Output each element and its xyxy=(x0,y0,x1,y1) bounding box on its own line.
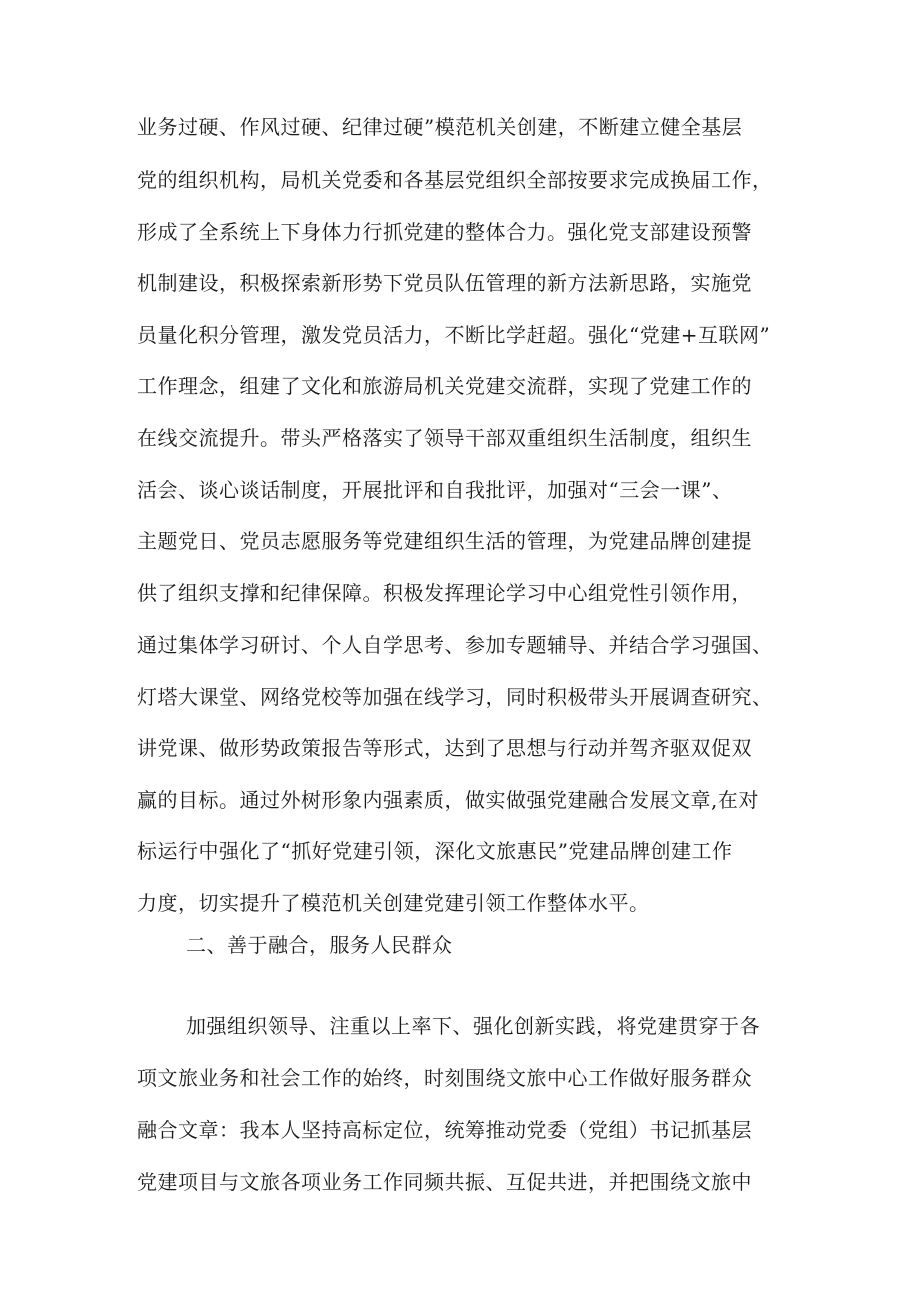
section-heading: 二、善于融合，服务人民群众 xyxy=(186,933,453,957)
paragraph-line: 主题党日、党员志愿服务等党建组织生活的管理，为党建品牌创建提 xyxy=(137,529,752,553)
paragraph-line: 供了组织支撑和纪律保障。积极发挥理论学习中心组党性引领作用， xyxy=(137,581,752,605)
paragraph-line: 党的组织机构，局机关党委和各基层党组织全部按要求完成换届工作， xyxy=(137,168,773,192)
paragraph-line: 通过集体学习研讨、个人自学思考、参加专题辅导、并结合学习强国、 xyxy=(137,633,773,657)
paragraph-line: 机制建设，积极探索新形势下党员队伍管理的新方法新思路，实施党 xyxy=(137,271,752,295)
paragraph-line: 力度，切实提升了模范机关创建党建引领工作整体水平。 xyxy=(137,891,650,915)
paragraph-line: 工作理念，组建了文化和旅游局机关党建交流群，实现了党建工作的 xyxy=(137,374,752,398)
paragraph-line: 党建项目与文旅各项业务工作同频共振、互促共进，并把围绕文旅中 xyxy=(137,1170,752,1194)
paragraph-line: 活会、谈心谈话制度，开展批评和自我批评，加强对“三会一课”、 xyxy=(137,478,733,502)
paragraph-line: 员量化积分管理，激发党员活力，不断比学赶超。强化“党建+互联网” xyxy=(137,323,771,347)
paragraph-line: 在线交流提升。带头严格落实了领导干部双重组织生活制度，组织生 xyxy=(137,426,752,450)
paragraph-line: 融合文章：我本人坚持高标定位，统筹推动党委（党组）书记抓基层 xyxy=(137,1118,752,1142)
paragraph-line: 讲党课、做形势政策报告等形式，达到了思想与行动并驾齐驱双促双 xyxy=(137,736,752,760)
paragraph-line: 项文旅业务和社会工作的始终，时刻围绕文旅中心工作做好服务群众 xyxy=(137,1066,752,1090)
paragraph-line: 业务过硬、作风过硬、纪律过硬”模范机关创建，不断建立健全基层 xyxy=(137,115,743,139)
paragraph-line: 赢的目标。通过外树形象内强素质，做实做强党建融合发展文章,在对 xyxy=(137,788,759,812)
paragraph-line: 标运行中强化了“抓好党建引领，深化文旅惠民”党建品牌创建工作 xyxy=(137,839,733,863)
paragraph-line: 灯塔大课堂、网络党校等加强在线学习，同时积极带头开展调查研究、 xyxy=(137,685,773,709)
paragraph-line: 加强组织领导、注重以上率下、强化创新实践，将党建贯穿于各 xyxy=(186,1014,760,1038)
paragraph-line: 形成了全系统上下身体力行抓党建的整体合力。强化党支部建设预警 xyxy=(137,220,752,244)
